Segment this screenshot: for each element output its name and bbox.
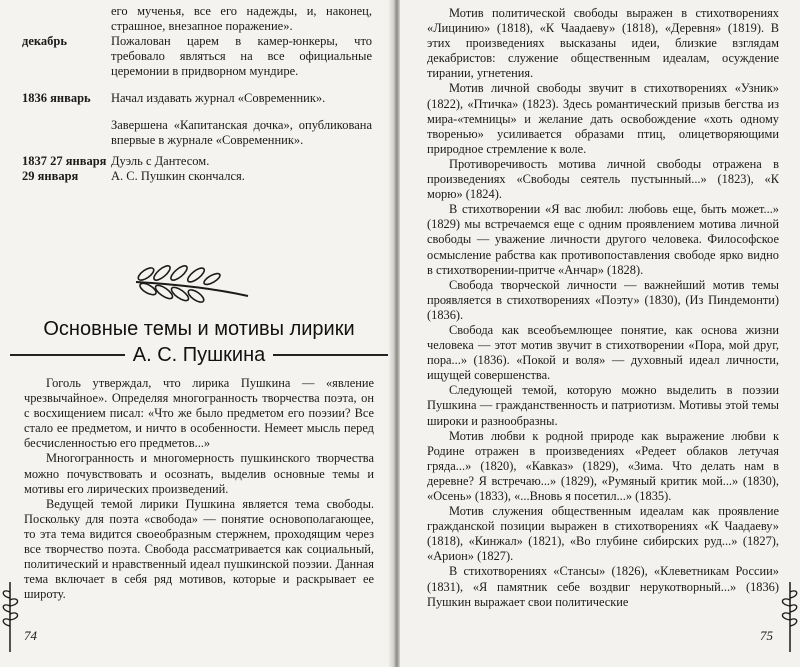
left-page bbox=[0, 0, 393, 667]
title-rule-left bbox=[10, 354, 125, 356]
chronology-row bbox=[22, 154, 372, 169]
left-body-text bbox=[24, 376, 374, 602]
paragraph: В стихотворении «Я вас любил: любовь еще, быть может...» (1829) мы встречаемся еще с одним проявлением мотива личной свободы — уважение личности другого человека. Философское осмысление рабства как противопоставления свободе ярко видно в стихотворении-притче «Анчар» (1828). bbox=[427, 202, 779, 277]
chronology-event bbox=[111, 169, 372, 184]
paragraph: Мотив политической свободы выражен в стихотворениях «Лицинию» (1818), «К Чаадаеву» (1818), «Деревня» (1819). В этих произведениях высказаны идеи, близкие взглядам декабристов: служение общественным идеалам, осуждение тирании, угнетения. bbox=[427, 6, 779, 81]
page-number-left: 74 bbox=[24, 628, 37, 643]
section-title-line1: Основные темы и мотивы лирики bbox=[43, 318, 355, 340]
paragraph: Многогранность и многомерность пушкинского творчества можно почувствовать и осознать, выделив основные темы и мотивы его лирических произведений. bbox=[24, 451, 374, 496]
paragraph: Мотив личной свободы звучит в стихотворениях «Узник» (1822), «Птичка» (1823). Здесь романтический призыв бегства из мира-«темницы» и желание дать освобождение «хоть одному творенью» усиливается образами птиц, олицетворяющими природное стремление к воле. bbox=[427, 81, 779, 156]
title-rule-right bbox=[273, 354, 388, 356]
chronology-row bbox=[22, 169, 372, 184]
chronology-event bbox=[111, 34, 372, 79]
right-body-text bbox=[427, 6, 779, 610]
chronology-row bbox=[22, 91, 372, 106]
chronology-date: 1836 январь bbox=[22, 91, 91, 105]
chronology-event-text: Начал издавать журнал «Современник». bbox=[111, 91, 326, 105]
right-page bbox=[400, 0, 800, 667]
chronology-row bbox=[22, 34, 372, 79]
chronology-event-text: А. С. Пушкин скончался. bbox=[111, 169, 245, 183]
chronology-event bbox=[111, 4, 372, 34]
section-title bbox=[10, 316, 388, 368]
chronology-event-text: Пожалован царем в камер-юнкеры, что требовало являться на все официальные церемонии в придворном мундире. bbox=[111, 34, 372, 78]
chronology-event-text: Дуэль с Дантесом. bbox=[111, 154, 210, 168]
wheat-ear-icon bbox=[0, 582, 22, 652]
paragraph: Следующей темой, которую можно выделить в поэзии Пушкина — гражданственность и патриотизм. Мотивы этой темы широки и разнообразны. bbox=[427, 383, 779, 428]
paragraph: В стихотворениях «Стансы» (1826), «Клеветникам России» (1831), «Я памятник себе воздвиг нерукотворный...» (1836) Пушкин выражает свои политические bbox=[427, 564, 779, 609]
chronology-event bbox=[111, 91, 372, 106]
chronology-date: 1837 27 января bbox=[22, 154, 107, 168]
paragraph: Свобода творческой личности — важнейший мотив темы проявляется в стихотворениях «Поэту» (1830), (Из Пиндемонти) (1836). bbox=[427, 277, 779, 322]
chronology-table bbox=[22, 4, 372, 184]
page-number-right: 75 bbox=[760, 628, 773, 643]
paragraph: Ведущей темой лирики Пушкина является тема свободы. Поскольку для поэта «свобода» — понятие основополагающее, то эта тема видится своеобразным стержнем, проходящим через все творчество поэта. Свобода рассматривается как социальный, политический и нравственный идеал пушкинской поэзии. Данная тема включает в себя ряд мотивов, которые и раскрывает ее широту. bbox=[24, 496, 374, 602]
paragraph: Мотив служения общественным идеалам как проявление гражданской позиции выражен в стихотворениях «К Чаадаеву» (1818), «Кинжал» (1821), «Во глубине сибирских руд...» (1827), «Арион» (1827). bbox=[427, 504, 779, 564]
paragraph: Противоречивость мотива личной свободы отражена в произведениях «Свободы сеятель пустынный...» (1823), «К морю» (1824). bbox=[427, 156, 779, 202]
chronology-event-text: его мученья, все его надежды, и, наконец, страшное, внезапное поражение». bbox=[111, 4, 372, 33]
section-title-line2: А. С. Пушкина bbox=[132, 344, 266, 366]
chronology-event-text: Завершена «Капитанская дочка», опубликована впервые в журнале «Современник». bbox=[111, 118, 372, 147]
chronology-date: декабрь bbox=[22, 34, 67, 48]
paragraph: Мотив любви к родной природе как выражение любви к Родине отражен в произведениях «Редеет облаков летучая гряда...» (1820), «Кавказ» (1829), «Зима. Что делать нам в деревне? Я встречаю...» (1829), «Румяный критик мой...» (1830), «Осень» (1833), «...Вновь я посетил...» (1835). bbox=[427, 428, 779, 503]
laurel-branch-icon bbox=[132, 258, 252, 304]
wheat-ear-icon bbox=[778, 582, 800, 652]
chronology-event bbox=[111, 154, 372, 169]
chronology-event bbox=[111, 118, 372, 148]
paragraph: Свобода как всеобъемлющее понятие, как основа жизни человека — этот мотив звучит в стихотворении «Пора, мой друг, пора...» (1836). «Покой и воля» — духовный идеал личности, ищущей совершенства. bbox=[427, 322, 779, 383]
chronology-date: 29 января bbox=[22, 169, 79, 183]
chronology-row bbox=[22, 4, 372, 34]
chronology-row bbox=[22, 118, 372, 148]
paragraph: Гоголь утверждал, что лирика Пушкина — «явление чрезвычайное». Определяя многогранность творчества поэта, он с восхищением писал: «Что же было предметом его поэзии? Все стало ее предметом, и ничто в особенности. Немеет мысль перед бесчисленностью его предметов...» bbox=[24, 376, 374, 451]
